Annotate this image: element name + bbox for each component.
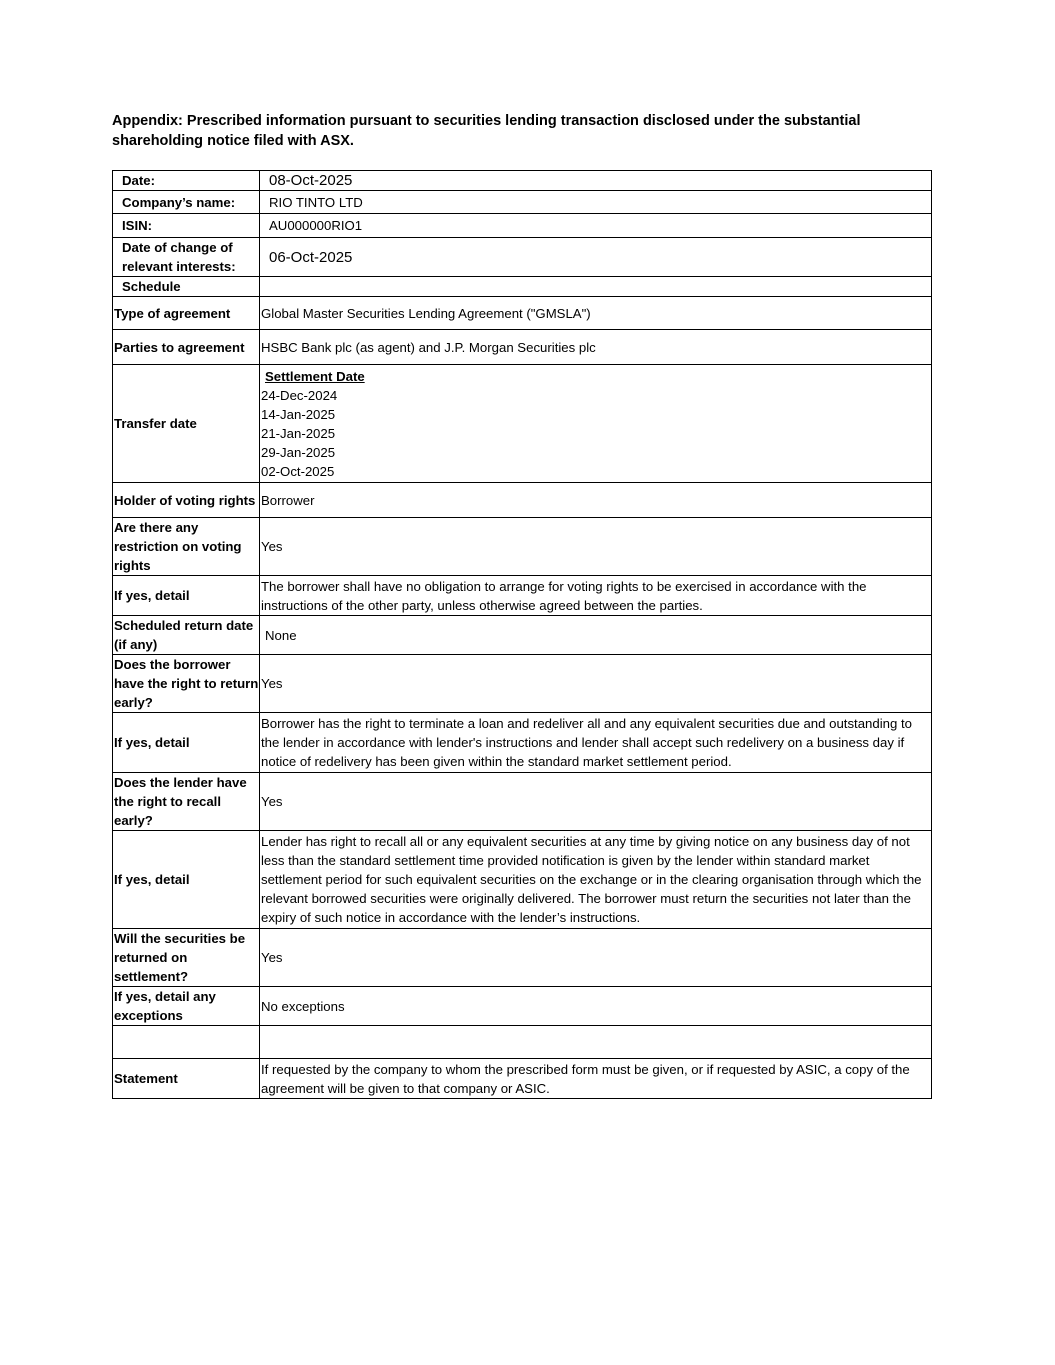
returned-settlement-value: Yes: [260, 929, 932, 987]
settlement-date: 14-Jan-2025: [261, 406, 336, 422]
table-row-lender-detail: [113, 831, 932, 929]
change-date-value: 06-Oct-2025: [260, 238, 932, 277]
restriction-detail-label: If yes, detail: [113, 576, 260, 616]
parties-value: HSBC Bank plc (as agent) and J.P. Morgan Securities plc: [260, 330, 932, 365]
date-value: 08-Oct-2025: [260, 171, 932, 191]
scheduled-return-value: None: [260, 616, 932, 655]
holder-voting-value: Borrower: [260, 483, 932, 518]
borrower-return-value: Yes: [260, 655, 932, 713]
restriction-voting-value: Yes: [260, 518, 932, 576]
table-row-lender-recall: [113, 773, 932, 831]
table-row-holder-voting: [113, 483, 932, 518]
table-row-statement: [113, 1059, 932, 1099]
table-row-empty: [113, 1026, 932, 1059]
statement-label: Statement: [113, 1059, 260, 1099]
table-row-restriction-detail: [113, 576, 932, 616]
isin-value: AU000000RIO1: [260, 214, 932, 238]
lender-recall-label: Does the lender have the right to recall early?: [113, 773, 260, 831]
type-of-agreement-value: Global Master Securities Lending Agreement ("GMSLA"): [260, 297, 932, 330]
lender-detail-label: If yes, detail: [113, 831, 260, 929]
settlement-date: 21-Jan-2025: [261, 425, 336, 441]
table-row-transfer-date: [113, 365, 932, 483]
exceptions-label: If yes, detail any exceptions: [113, 987, 260, 1026]
table-row-schedule: [113, 277, 932, 297]
date-label: Date:: [113, 171, 260, 191]
statement-value: If requested by the company to whom the prescribed form must be given, or if requested by ASIC, a copy of the agreement will be given to that company or ASIC.: [260, 1059, 932, 1099]
schedule-value: [260, 277, 932, 297]
table-row-borrower-return: [113, 655, 932, 713]
table-row-parties: [113, 330, 932, 365]
borrower-detail-label: If yes, detail: [113, 713, 260, 773]
table-row-type-of-agreement: [113, 297, 932, 330]
isin-label: ISIN:: [113, 214, 260, 238]
empty-cell: [113, 1026, 260, 1059]
disclosure-table: [112, 170, 932, 1099]
table-row-company: [113, 191, 932, 214]
parties-label: Parties to agreement: [113, 330, 260, 365]
transfer-date-label: Transfer date: [113, 365, 260, 483]
page-heading: Appendix: Prescribed information pursuant to securities lending transaction disclosed under the substantial shareholding notice filed with ASX.: [112, 113, 861, 149]
settlement-date-header: Settlement Date: [265, 368, 365, 384]
empty-cell: [260, 1026, 932, 1059]
exceptions-value: No exceptions: [260, 987, 932, 1026]
borrower-return-label: Does the borrower have the right to return early?: [113, 655, 260, 713]
settlement-date: 02-Oct-2025: [261, 463, 335, 479]
table-row-exceptions: [113, 987, 932, 1026]
table-row-scheduled-return: [113, 616, 932, 655]
change-date-label: Date of change of relevant interests:: [113, 238, 260, 277]
company-label: Company’s name:: [113, 191, 260, 214]
restriction-detail-value: The borrower shall have no obligation to arrange for voting rights to be exercised in accordance with the instructions of the other party, unless otherwise agreed between the parties.: [260, 576, 932, 616]
holder-voting-label: Holder of voting rights: [113, 483, 260, 518]
lender-detail-value: Lender has right to recall all or any equivalent securities at any time by giving notice on any business day of not less than the standard settlement time provided notification is given by the lender within standard market settlement period for such equivalent securities on the exchange or in the clearing organisation through which the relevant borrowed securities were originally delivered. The borrower must return the securities not later than the expiry of such notice in accordance with the lender’s instructions.: [260, 831, 932, 929]
settlement-date: 24-Dec-2024: [261, 387, 338, 403]
table-row-change-date: [113, 238, 932, 277]
settlement-date: 29-Jan-2025: [261, 444, 336, 460]
type-of-agreement-label: Type of agreement: [113, 297, 260, 330]
table-row-restriction-voting: [113, 518, 932, 576]
borrower-detail-value: Borrower has the right to terminate a loan and redeliver all and any equivalent securities due and outstanding to the lender in accordance with lender's instructions and lender shall accept such redelivery on a business day if notice of redelivery has been given within the standard market settlement period.: [260, 713, 932, 773]
table-row-isin: [113, 214, 932, 238]
company-value: RIO TINTO LTD: [260, 191, 932, 214]
transfer-date-value: [260, 365, 932, 483]
scheduled-return-label: Scheduled return date (if any): [113, 616, 260, 655]
restriction-voting-label: Are there any restriction on voting rights: [113, 518, 260, 576]
table-row-returned-settlement: [113, 929, 932, 987]
table-row-date: [113, 171, 932, 191]
schedule-label: Schedule: [113, 277, 260, 297]
returned-settlement-label: Will the securities be returned on settlement?: [113, 929, 260, 987]
table-row-borrower-detail: [113, 713, 932, 773]
lender-recall-value: Yes: [260, 773, 932, 831]
